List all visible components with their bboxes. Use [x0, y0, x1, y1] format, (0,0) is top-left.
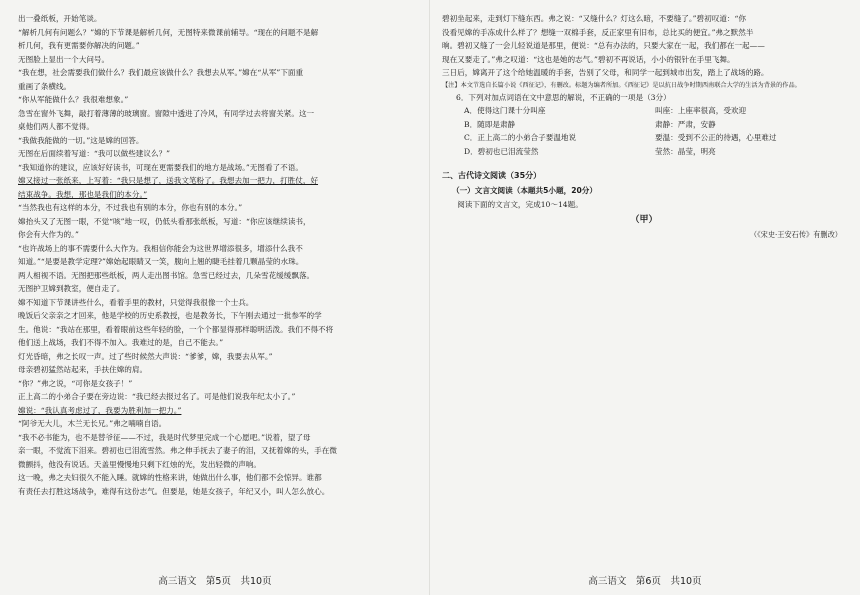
option-text: 要温：受到不公正的待遇，心里难过	[655, 133, 777, 142]
text-line: “也许战场上的事不需要什么大作为。我相信你能会为这世界增添很多，增添什么我不	[18, 243, 303, 253]
text-line: 晌。碧初又缝了一会儿轻说道是那里，便说：“总有办法的，只要大家在一起，我们都在一起——	[442, 41, 765, 50]
text-line: 急雪在窗外飞舞，敲打着薄薄的玻璃窗。窗隙中透进了冷风，有同学过去将窗关紧。这一	[18, 108, 315, 118]
text-line: 嫦说：“我认真考虑过了，我要为胜利加一把力。”	[18, 405, 182, 415]
story-continuation	[442, 12, 846, 80]
text-line: 灯光昏暗，弗之长叹一声。过了些时候然大声说：“爹爹，嫦，我要去从军。”	[18, 351, 273, 361]
text-line: “我做我能做的一切。”这是嫦的回答。	[18, 135, 144, 145]
right-page-footer: 高三语文 第6页 共10页	[588, 576, 702, 587]
text-line: 你会有大作为的。”	[18, 230, 79, 239]
text-line: “你？”弗之说，“可你是女孩子！”	[18, 378, 133, 388]
questions-block	[442, 91, 846, 159]
text-line: “我在想，社会需要我们做什么？我们最应该做什么？我想去从军。”嫦在“从军”下面重	[18, 68, 304, 77]
text-line: “当然我也有这样的本分，不过我也有别的本分，你也有别的本分。”	[18, 203, 243, 212]
text-line: 桌他们两人都不觉得。	[18, 122, 94, 131]
option-text: C．正上高二的小弟合子要温地说	[464, 133, 577, 142]
text-line: 微颤抖，他没有说话。天盖里慢慢地只剩下红烛的光，发出轻微的声响。	[18, 459, 261, 469]
text-line: 亲一眼，不觉流下泪来。碧初也已泪流雪然。弗之伸手抚去了妻子的泪，又抚着嫦的头，手在微	[18, 446, 337, 455]
text-line: 析几何，我有更需要你解决的问题。”	[18, 41, 140, 50]
text-line: 嫦抬头又了无图一眼，不觉“咳”地一叹，仍低头看那张纸板，写道：“你应该继续读书，	[18, 216, 311, 226]
text-line: 知道。”“是要是教学定理?”嫦始起眼睛又一笑，腹向上翘的睫毛挂着几颗晶莹的水珠。	[18, 257, 304, 266]
text-line: 碧初坐起来，走到灯下缝东西。弗之说：“又缝什么？灯这么暗，不要缝了。”碧初叹道：“你	[442, 14, 746, 23]
text-line: 嫦不知道下节课讲些什么，看着手里的教材，只觉得我很像一个士兵。	[18, 297, 254, 307]
text-line: 没看见嫦的手冻成什么样了？想缝一双棉手套，反正家里有旧布，总比买的便宜。”弗之默然半	[442, 27, 754, 37]
question-item	[442, 91, 846, 159]
text-line: 这一晚，弗之夫妇很久不能入睡。就嫦的性格来讲，她做出什么事，他们都不会惊异。谁都	[18, 473, 322, 482]
text-line: 有责任去打胜这场战争，难得有这份志气。但要是，她是女孩子，年纪又小，叫人怎么放心。	[18, 486, 330, 496]
left-page-footer: 高三语文 第5页 共10页	[158, 576, 272, 587]
text-line: 无图在后面续着写道：“我可以做些建议么？”	[18, 149, 171, 158]
passage-source: （《宋史·王安石传》有删改）	[749, 229, 842, 239]
text-line: 两人相视不语。无图把那些纸板，两人走出图书馆。急雪已经过去，几朵雪花缓缓飘落。	[18, 270, 315, 280]
right-page	[430, 0, 860, 595]
text-line: 母亲碧初猛然站起来，手扶住嫦的肩。	[18, 365, 148, 374]
left-page-body	[18, 12, 420, 498]
text-line: “我知道你的建议，应该好好读书，可现在更需要我们的地方是战场。”无图看了不语。	[18, 162, 303, 172]
text-line: 生。他说：“我站在那里，看着眼前这些年轻的脸，一个个都显得那样聪明活泼。我们不得不将	[18, 324, 334, 334]
reading-instruction: 阅读下面的文言文，完成10～14题。	[457, 200, 583, 209]
question-options	[442, 104, 846, 158]
option-text: 肃静：严肃，安静	[655, 119, 716, 129]
option-text: D．碧初也已泪流莹然	[464, 146, 539, 156]
source-note: 【注】本文节选自长篇小说《西征记》，有删改。标题为编者所加。《西征记》是以抗日战争时期西南联合大学的生活为背景的作品。	[442, 81, 801, 89]
subsection-title: （一）文言文阅读（本题共5小题，20分）	[452, 186, 597, 195]
text-line: 重画了条横线。	[18, 81, 72, 91]
option-text: 叫座：上座率很高，受欢迎	[655, 106, 747, 115]
option-text: 莹然：晶莹，明亮	[655, 146, 716, 156]
text-line: 现在又要走了。”弗之叹道：“这也是她的志气。”碧初不再说话，小小的银针在手里飞舞。	[442, 54, 735, 64]
text-line: 三日后，嫦离开了这个给她温暖的手套，告别了父母，和同学一起到城市出发，踏上了战场的路。	[442, 68, 769, 77]
text-line: 晚饭后父亲亲之才回来，他是学校的历史系教授，也是教务长，下午刚去通过一批参军的学	[18, 311, 322, 320]
text-line: 嫦又接过一张纸来，上写着：“我只是想了，送我文笔粉了。我想去加一把力，打胜仗，好	[18, 176, 319, 185]
section-title: 二、古代诗文阅读（35分）	[442, 171, 542, 180]
text-line: 他们送上战场，我们不得不加入。我难过的是，自己不能去。”	[18, 338, 224, 347]
question-stem: 6．下列对加点词语在文中意思的解说，不正确的一项是（3分）	[456, 92, 671, 102]
text-line: “你从军能做什么？我很难想象。”	[18, 95, 129, 104]
text-line: 无图护卫嫦到教室，便自走了。	[18, 284, 125, 293]
text-line: “我不必书能为，也不是替爷征——不过，我是时代梦里完成一个心愿吧。”说着，望了母	[18, 432, 311, 442]
option-text: A．使得这门课十分叫座	[464, 106, 546, 115]
text-line: 出一叠纸板，开始笔谈。	[18, 14, 102, 23]
option-text: B．随即是肃静	[464, 119, 516, 129]
text-line: 正上高二的小弟合子要在旁边说：“我已经去报过名了。可是他们说我年纪太小了。”	[18, 392, 296, 401]
text-line: “解析几何有问题么？”嫦的下节课是解析几何，无图特来微课前辅导。“现在的问题不是解	[18, 27, 319, 37]
text-line: 结束战争。我想，那也是我们的本分。”	[18, 189, 148, 199]
text-line: 无图脸上显出一个大问号。	[18, 54, 110, 64]
passage-label: （甲）	[630, 214, 658, 225]
text-line: “阿爷无大儿，木兰无长兄。”弗之喃喃自语。	[18, 419, 167, 428]
